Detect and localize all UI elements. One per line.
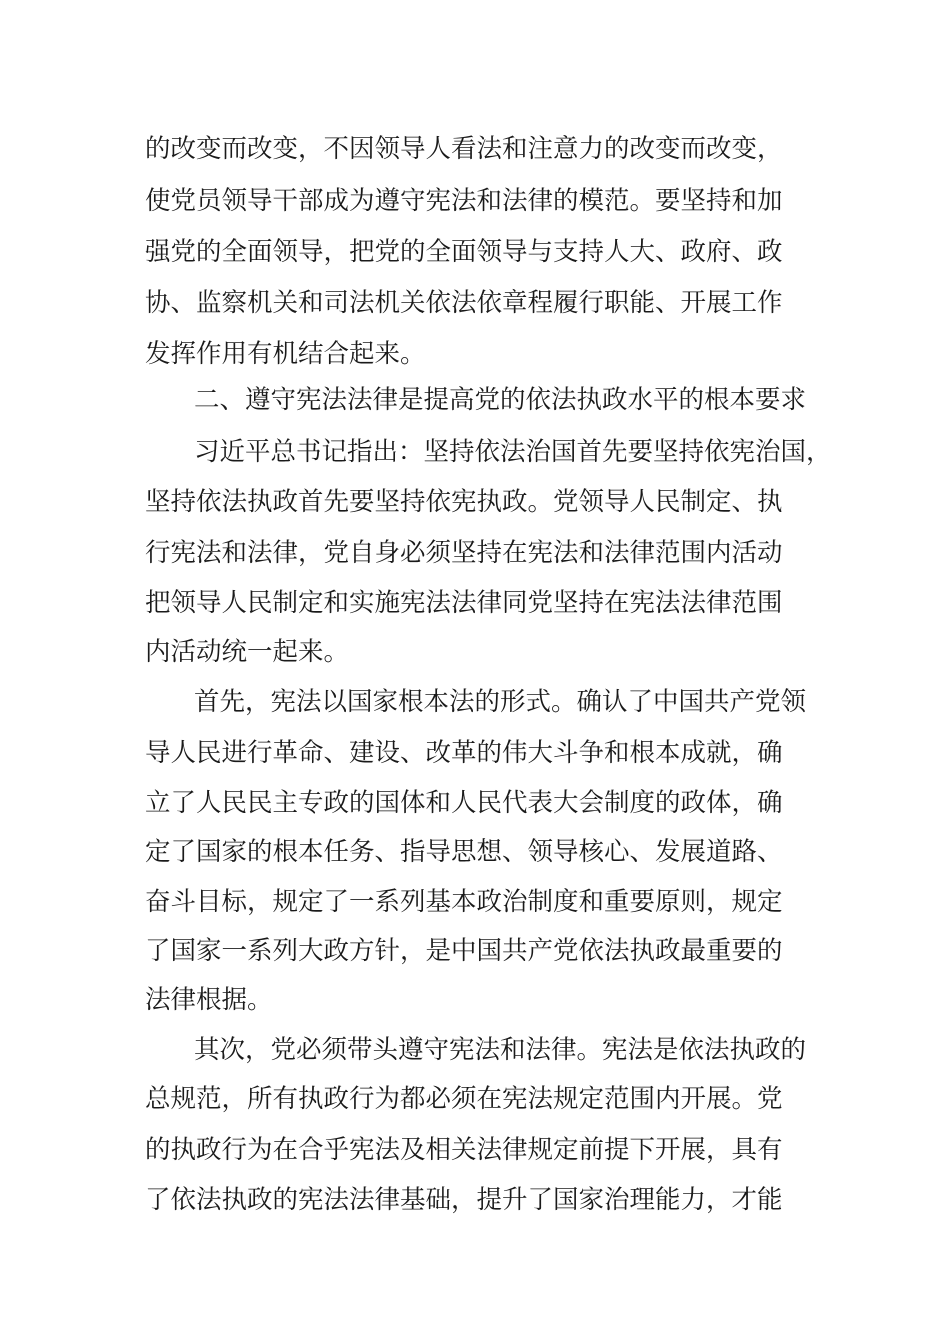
text-line: 了依法执政的宪法法律基础，提升了国家治理能力，才能 [145, 1185, 783, 1215]
text-line: 法律根据。 [145, 985, 273, 1015]
section-heading: 二、遵守宪法法律是提高党的依法执政水平的根本要求 [194, 385, 807, 415]
text-line: 强党的全面领导，把党的全面领导与支持人大、政府、政 [145, 237, 783, 267]
text-line: 总规范，所有执政行为都必须在宪法规定范围内开展。党 [145, 1084, 783, 1114]
text-line: 把领导人民制定和实施宪法法律同党坚持在宪法法律范围 [145, 588, 783, 618]
text-line: 的执政行为在合乎宪法及相关法律规定前提下开展，具有 [145, 1135, 783, 1165]
text-line: 习近平总书记指出：坚持依法治国首先要坚持依宪治国， [194, 437, 832, 467]
text-line: 使党员领导干部成为遵守宪法和法律的模范。要坚持和加 [145, 186, 783, 216]
text-line: 导人民进行革命、建设、改革的伟大斗争和根本成就，确 [145, 738, 783, 768]
text-line: 行宪法和法律，党自身必须坚持在宪法和法律范围内活动 [145, 538, 783, 568]
text-line: 协、监察机关和司法机关依法依章程履行职能、开展工作 [145, 288, 783, 318]
text-line: 定了国家的根本任务、指导思想、领导核心、发展道路、 [145, 837, 783, 867]
text-line: 的改变而改变，不因领导人看法和注意力的改变而改变， [145, 134, 783, 164]
text-line: 奋斗目标，规定了一系列基本政治制度和重要原则，规定 [145, 887, 783, 917]
text-line: 发挥作用有机结合起来。 [145, 339, 426, 369]
text-line: 其次，党必须带头遵守宪法和法律。宪法是依法执政的 [194, 1035, 807, 1065]
text-line: 首先，宪法以国家根本法的形式。确认了中国共产党领 [194, 687, 807, 717]
text-line: 立了人民民主专政的国体和人民代表大会制度的政体，确 [145, 788, 783, 818]
text-line: 了国家一系列大政方针，是中国共产党依法执政最重要的 [145, 936, 783, 966]
text-line: 内活动统一起来。 [145, 637, 350, 667]
text-line: 坚持依法执政首先要坚持依宪执政。党领导人民制定、执 [145, 487, 783, 517]
